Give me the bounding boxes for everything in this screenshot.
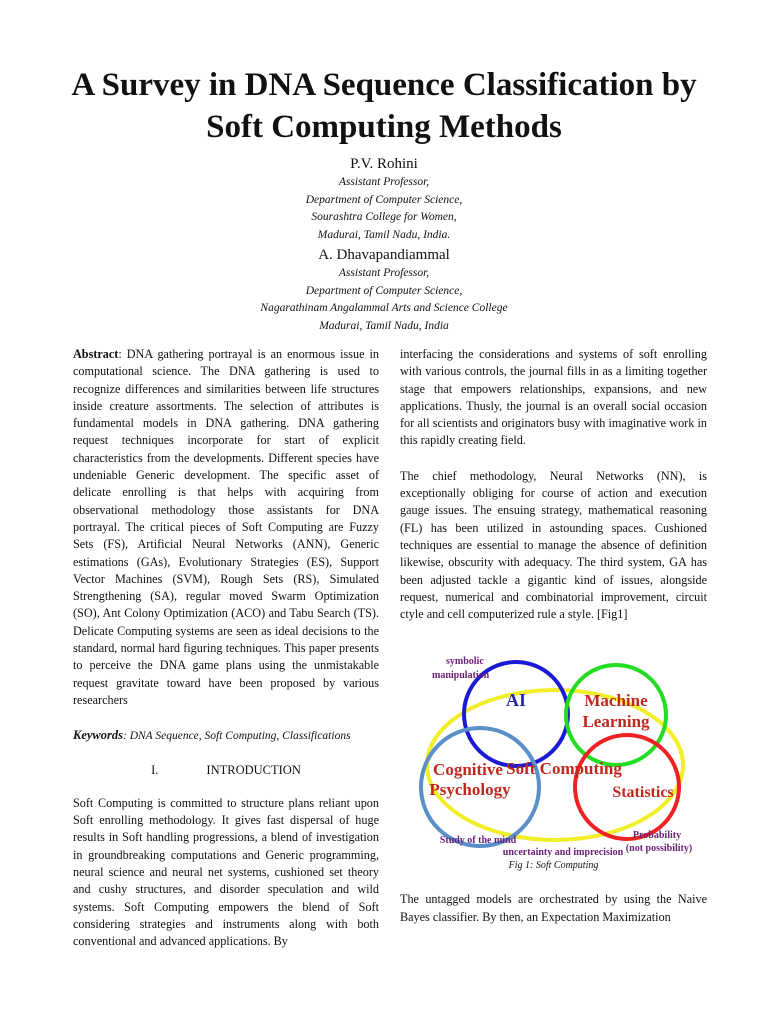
section-heading-introduction	[73, 762, 379, 779]
statistics-label: Statistics	[612, 784, 674, 802]
affiliation-line: Assistant Professor,	[338, 176, 430, 188]
intro-paragraph: Soft Computing is committed to structure plans reliant upon Soft enrolling methodology. It gives fast dispersal of huge results in Soft handling progressions, a blend of investigation in groundbreaking computations and Generic programming, neural science and neural net systems, cushioned set theory and cushy structures, and disorder speculation and wild systems. Soft Computing empowers the blend of Soft considering strategies and instruments along with both conventional and advanced applications. By	[73, 795, 379, 949]
right-column	[400, 346, 707, 926]
author-2	[40, 245, 728, 335]
paragraph-methodology: The chief methodology, Neural Networks (NN), is exceptionally obliging for course of action and execution gauge issues. The ensuing strategy, mathematical reasoning (FL) has been utilized in astounding spaces. Cushioned techniques are essential to manage the absence of definition likewise, obscurity with adequacy. The third system, GA has been adjusted tackle a gigantic kind of issues, alongside request, numerical and combinatorial improvement, circuit ctyle and cell computerized rule a style. [Fig1]	[400, 468, 707, 622]
paper-title: A Survey in DNA Sequence Classification by Soft Computing Methods	[71, 67, 697, 145]
soft-computing-figure	[400, 637, 707, 857]
machine-label: Machine	[584, 691, 648, 711]
study-of-mind-label: Study of the mind	[439, 835, 517, 847]
affiliation-line: Nagarathinam Angalammal Arts and Science College	[260, 302, 508, 314]
affiliation-line: Department of Computer Science,	[305, 284, 463, 297]
affiliation-line: Department of Computer Science,	[305, 193, 463, 206]
author-name: A. Dhavapandiammal	[318, 247, 450, 263]
abstract-label: Abstract	[73, 347, 119, 361]
affiliation-line: Madurai, Tamil Nadu, India	[319, 319, 449, 332]
paragraph-continuation: interfacing the considerations and systems of soft enrolling with various controls, the journal fills in as a limiting together stage that empowers relationships, expansions, and new applications. Thusly, the journal is an overall social occasion for all scientists and originators busy with imaginative work in this rapidly creating field.	[400, 347, 707, 448]
author-block	[40, 154, 728, 335]
psychology-label: Psychology	[429, 780, 511, 800]
abstract-text: : DNA gathering portrayal is an enormous issue in computational science. The DNA gathering is used to recognize differences and similarities between life structures inside creature assortments. The selection of attributes is fundamental models in DNA gathering. DNA gathering request techniques incorporate for start of explicit characteristics from the developments. Different species have undeniable Generic development. The specific asset of delicate enrolling is that helps with acquiring from observational methodology those assistants for DNA portrayal. The critical pieces of Soft Computing are Fuzzy Sets (FS), Artificial Neural Networks (ANN), Generic estimations (GAs), Evolutionary Strategies (ES), Support Vector Machines (SVM), Rough Sets (RS), Simulated Strengthening (SA), regular moved Swarm Optimization (SO), Ant Colony Optimization (ACO) and Tabu Search (TS). Delicate Computing systems are seen as ideal decisions to the standard, normal hard figuring techniques. This paper presents to perceive the DNA game plans using the unmistakable request gravitate toward have been proposed by various researchers	[73, 347, 379, 707]
section-title: INTRODUCTION	[206, 762, 301, 777]
not-possibility-label: (not possibility)	[625, 843, 693, 855]
learning-label: Learning	[582, 712, 650, 732]
uncertainty-label: uncertainty and imprecision	[502, 847, 624, 858]
author-1	[40, 154, 728, 244]
soft-computing-label: Soft Computing	[506, 759, 622, 779]
left-column	[73, 346, 379, 951]
manipulation-label: manipulation	[432, 670, 490, 682]
figure-caption: Fig 1: Soft Computing	[508, 860, 599, 872]
soft-computing-venn-diagram	[400, 637, 707, 857]
paragraph-naive-bayes: The untagged models are orchestrated by using the Naive Bayes classifier. By then, an Expectation Maximization	[400, 892, 707, 924]
cognitive-label: Cognitive	[433, 760, 503, 780]
section-number: I.	[151, 762, 159, 777]
ai-label: AI	[505, 690, 527, 711]
keywords-label: Keywords	[73, 728, 123, 743]
keywords-text: : DNA Sequence, Soft Computing, Classifications	[123, 730, 351, 743]
affiliation-line: Assistant Professor,	[338, 267, 430, 279]
affiliation-line: Madurai, Tamil Nadu, India.	[317, 228, 451, 241]
abstract	[73, 346, 379, 709]
keywords	[73, 727, 379, 745]
symbolic-label: symbolic	[446, 656, 484, 668]
affiliation-line: Sourashtra College for Women,	[311, 211, 457, 223]
author-name: P.V. Rohini	[350, 156, 418, 172]
probability-label: Probability	[632, 830, 682, 842]
